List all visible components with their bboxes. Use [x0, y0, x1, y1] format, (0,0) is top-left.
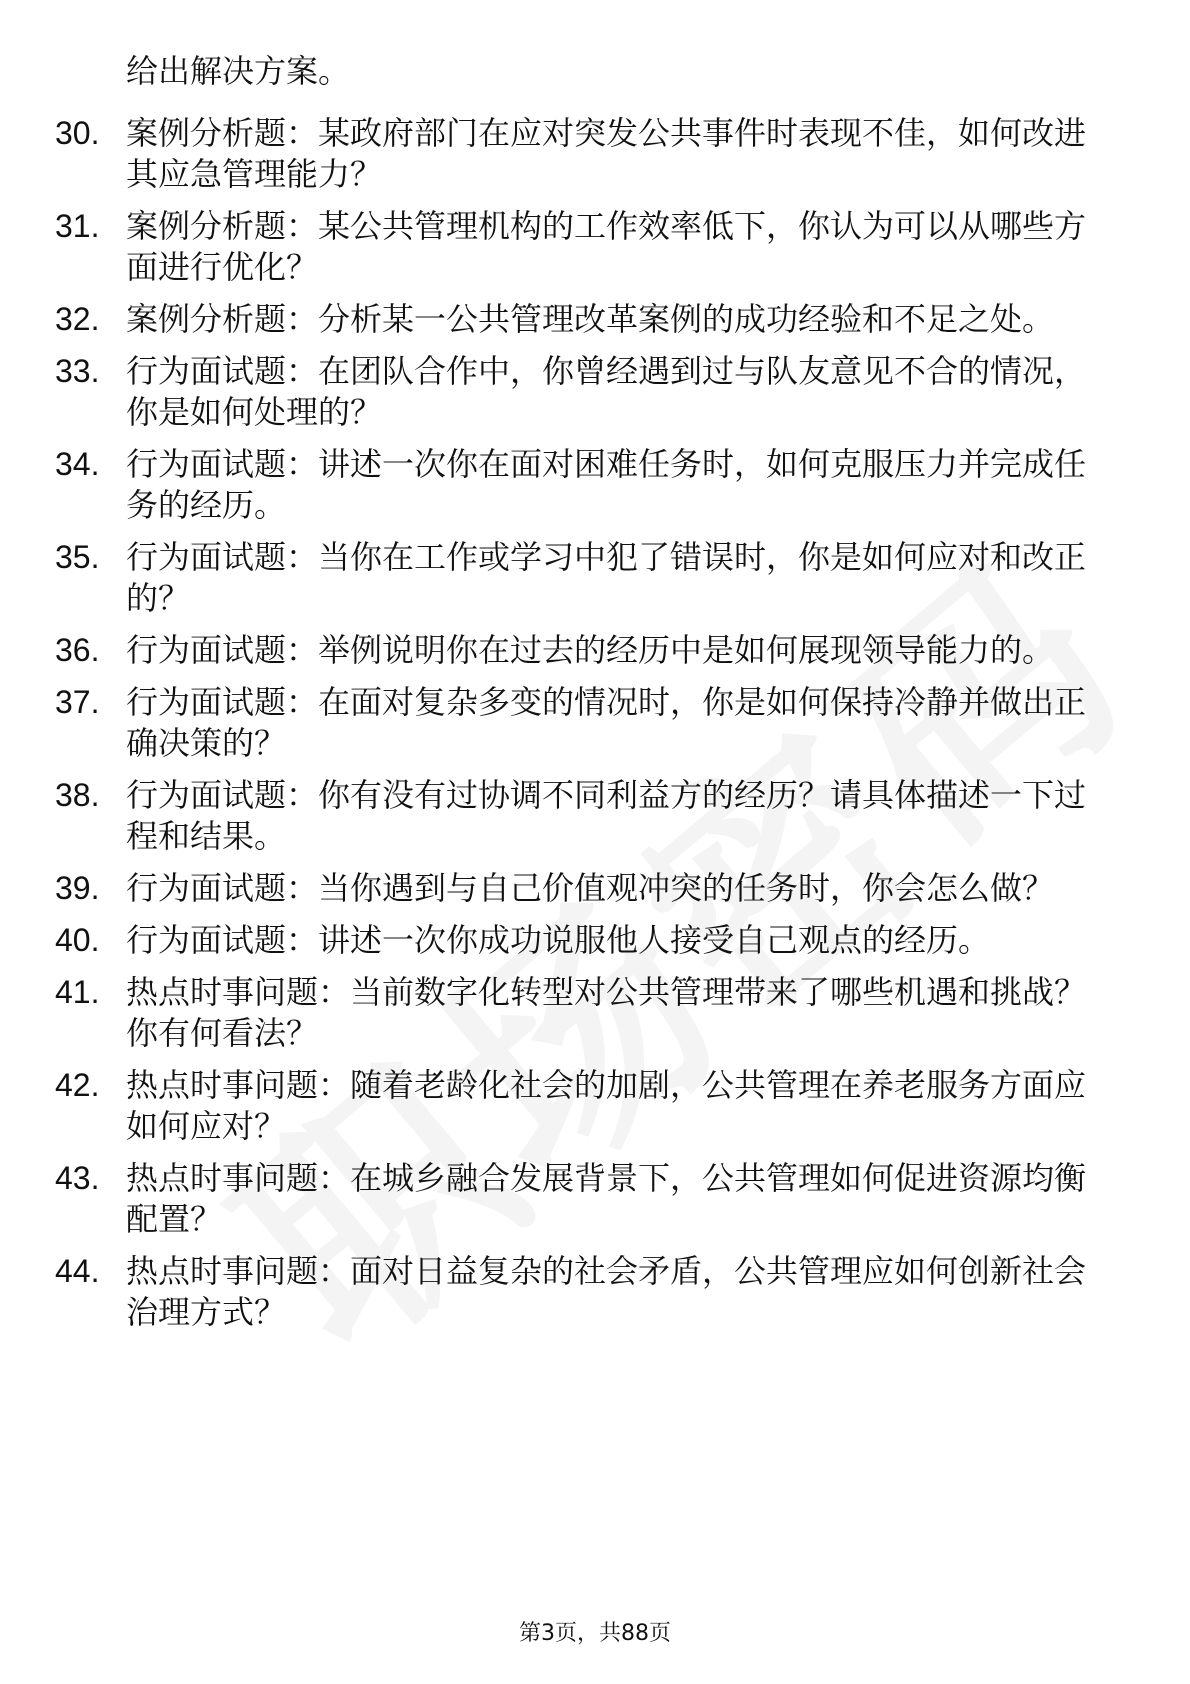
question-item	[0, 537, 1190, 619]
question-text: 行为面试题：在团队合作中，你曾经遇到过与队友意见不合的情况，你是如何处理的？	[126, 352, 1087, 431]
question-number: 30.	[55, 115, 100, 151]
question-number: 36.	[55, 632, 100, 668]
question-item	[0, 920, 1190, 961]
question-item	[0, 299, 1190, 340]
question-list	[0, 113, 1190, 1344]
question-item	[0, 682, 1190, 764]
question-text: 案例分析题：某公共管理机构的工作效率低下，你认为可以从哪些方面进行优化？	[126, 207, 1087, 286]
question-item	[0, 113, 1190, 195]
question-text: 热点时事问题：当前数字化转型对公共管理带来了哪些机遇和挑战？你有何看法？	[126, 973, 1087, 1052]
question-item	[0, 351, 1190, 433]
question-item	[0, 868, 1190, 909]
page-footer: 第3页，共88页	[519, 1621, 671, 1646]
question-number: 44.	[55, 1253, 100, 1289]
question-number: 31.	[55, 208, 100, 244]
question-text: 案例分析题：某政府部门在应对突发公共事件时表现不佳，如何改进其应急管理能力？	[126, 114, 1087, 193]
question-text: 行为面试题：当你遇到与自己价值观冲突的任务时，你会怎么做？	[126, 869, 1055, 907]
question-item	[0, 775, 1190, 857]
question-item	[0, 1158, 1190, 1240]
question-number: 40.	[55, 922, 100, 958]
question-number: 42.	[55, 1067, 100, 1103]
question-number: 41.	[55, 974, 100, 1010]
question-item	[0, 444, 1190, 526]
question-number: 43.	[55, 1160, 100, 1196]
question-number: 35.	[55, 539, 100, 575]
question-item	[0, 630, 1190, 671]
question-text: 热点时事问题：在城乡融合发展背景下，公共管理如何促进资源均衡配置？	[126, 1159, 1087, 1238]
question-text: 热点时事问题：面对日益复杂的社会矛盾，公共管理应如何创新社会治理方式？	[126, 1252, 1087, 1331]
question-number: 33.	[55, 353, 100, 389]
question-number: 38.	[55, 777, 100, 813]
question-text: 行为面试题：在面对复杂多变的情况时，你是如何保持冷静并做出正确决策的？	[126, 683, 1087, 762]
question-text: 热点时事问题：随着老龄化社会的加剧，公共管理在养老服务方面应如何应对？	[126, 1066, 1087, 1145]
question-number: 39.	[55, 870, 100, 906]
question-text: 行为面试题：举例说明你在过去的经历中是如何展现领导能力的。	[126, 631, 1055, 669]
question-number: 34.	[55, 446, 100, 482]
question-text: 行为面试题：你有没有过协调不同利益方的经历？请具体描述一下过程和结果。	[126, 776, 1087, 855]
question-text: 行为面试题：当你在工作或学习中犯了错误时，你是如何应对和改正的？	[126, 538, 1087, 617]
question-item	[0, 1065, 1190, 1147]
question-text: 行为面试题：讲述一次你成功说服他人接受自己观点的经历。	[126, 921, 991, 959]
question-item	[0, 1251, 1190, 1333]
question-text: 案例分析题：分析某一公共管理改革案例的成功经验和不足之处。	[126, 300, 1055, 338]
continuation-text: 给出解决方案。	[126, 52, 351, 90]
question-item	[0, 206, 1190, 288]
question-text: 行为面试题：讲述一次你在面对困难任务时，如何克服压力并完成任务的经历。	[126, 445, 1087, 524]
question-number: 37.	[55, 684, 100, 720]
question-item	[0, 972, 1190, 1054]
question-number: 32.	[55, 301, 100, 337]
